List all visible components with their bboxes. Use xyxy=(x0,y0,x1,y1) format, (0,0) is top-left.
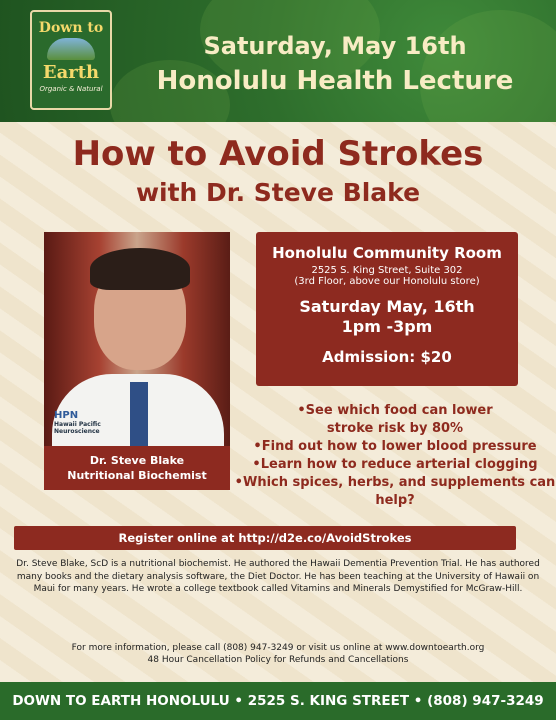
speaker-photo xyxy=(44,232,230,446)
admission-price: Admission: $20 xyxy=(322,348,452,366)
speaker-role: Nutritional Biochemist xyxy=(67,469,207,482)
venue-address: 2525 S. King Street, Suite 302 xyxy=(311,265,463,276)
page-title: How to Avoid Strokes xyxy=(72,134,484,174)
tie xyxy=(130,382,148,446)
page-subtitle: with Dr. Steve Blake xyxy=(135,178,421,207)
footer-banner: DOWN TO EARTH HONOLULU • 2525 S. KING STREET • (808) 947-3249 xyxy=(0,682,556,720)
logo-text: Down to xyxy=(38,20,104,36)
brand-logo[interactable] xyxy=(30,10,112,110)
bullet-line: •Which spices, herbs, and supplements can xyxy=(234,475,556,490)
event-date: Saturday May, 16th xyxy=(299,297,475,316)
badge-text: Hawaii Pacific xyxy=(54,421,101,428)
event-info-box xyxy=(256,232,518,386)
logo-tagline: Organic & Natural xyxy=(39,85,103,93)
coat-badge xyxy=(54,410,101,435)
bullet-line: help? xyxy=(375,493,415,508)
topic-bullets xyxy=(232,402,556,510)
photo-caption xyxy=(44,446,230,490)
header-date: Saturday, May 16th xyxy=(203,32,467,60)
bullet-line: stroke risk by 80% xyxy=(326,421,464,436)
bullet-line: •See which food can lower xyxy=(297,403,493,418)
hpn-logo: HPN xyxy=(54,410,79,421)
header-title: Honolulu Health Lecture xyxy=(156,66,514,96)
badge-text: Neuroscience xyxy=(54,428,100,435)
mountain-icon xyxy=(47,38,95,60)
cancellation-policy: 48 Hour Cancellation Policy for Refunds and Cancellations xyxy=(147,655,409,665)
speaker-bio: Dr. Steve Blake, ScD is a nutritional biochemist. He authored the Hawaii Dementia Prevention Trial. He has authored many books and the dietary analysis software, the Diet Doctor. He has been teaching at the University of Hawaii on Maui for many years. He wrote a college textbook called Vitamins and Minerals Demystified for McGraw-Hill. xyxy=(16,559,540,594)
event-time: 1pm -3pm xyxy=(341,317,433,336)
speaker-name: Dr. Steve Blake xyxy=(89,454,185,467)
logo-text: Earth xyxy=(42,62,100,83)
bullet-line: •Learn how to reduce arterial clogging xyxy=(252,457,538,472)
contact-info xyxy=(16,642,540,666)
hair xyxy=(90,248,190,290)
bullet-line: •Find out how to lower blood pressure xyxy=(253,439,537,454)
register-link[interactable]: Register online at http://d2e.co/AvoidStrokes xyxy=(14,526,516,550)
contact-line: For more information, please call (808) 947-3249 or visit us online at www.downtoearth.org xyxy=(71,643,485,653)
venue-name: Honolulu Community Room xyxy=(272,244,502,262)
venue-floor: (3rd Floor, above our Honolulu store) xyxy=(294,276,480,287)
